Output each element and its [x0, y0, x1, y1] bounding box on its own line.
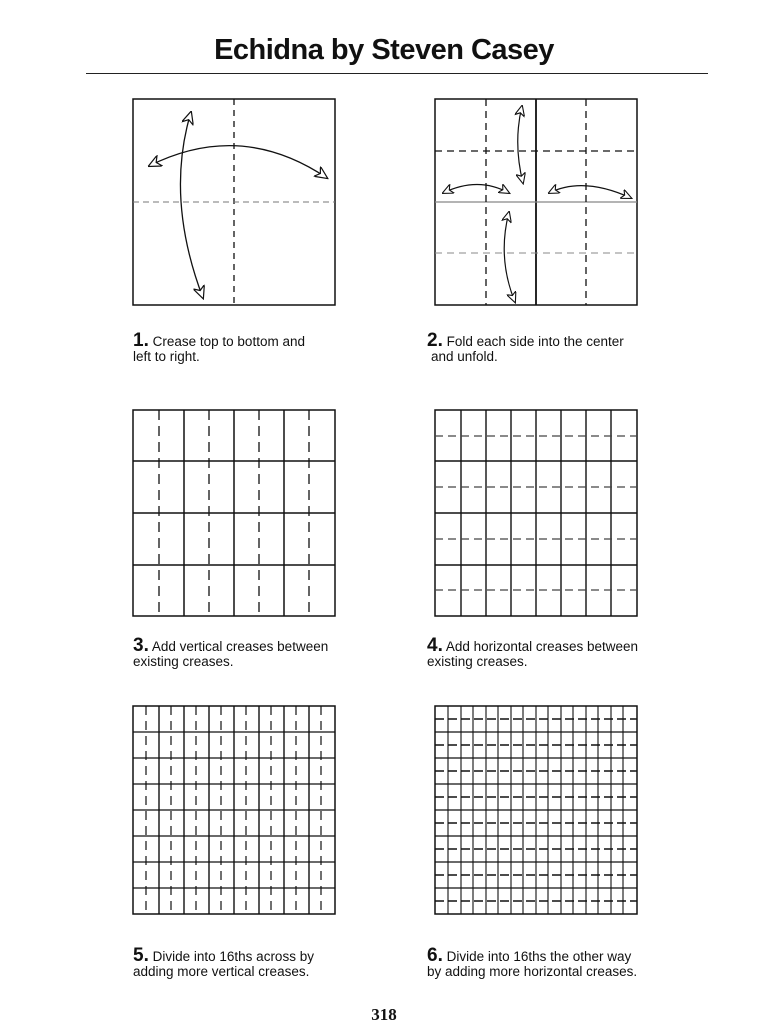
- step-number: 2.: [427, 330, 443, 351]
- step-4-caption: [427, 635, 638, 669]
- step-text-line1: Crease top to bottom and: [152, 334, 305, 349]
- step-text-line1: Divide into 16ths the other way: [446, 949, 632, 964]
- step-6-diagram: [433, 704, 639, 918]
- step-3-diagram: [131, 408, 337, 620]
- step-text-line1: Fold each side into the center: [446, 334, 624, 349]
- step-number: 3.: [133, 635, 149, 656]
- step-4-diagram: [433, 408, 639, 620]
- step-6-caption: [427, 945, 638, 979]
- step-1-diagram: [131, 98, 337, 308]
- step-number: 1.: [133, 330, 149, 351]
- step-2-diagram: [433, 98, 639, 308]
- step-number: 6.: [427, 945, 443, 966]
- page-number: 318: [371, 1005, 397, 1024]
- step-text-line2: existing creases.: [133, 654, 234, 669]
- step-text-line1: Divide into 16ths across by: [152, 949, 314, 964]
- step-text-line2: and unfold.: [431, 349, 498, 364]
- step-number: 4.: [427, 635, 443, 656]
- step-5-caption: [133, 945, 314, 979]
- step-2-caption: [427, 330, 624, 364]
- step-text-line1: Add horizontal creases between: [445, 639, 638, 654]
- step-text-line2: adding more vertical creases.: [133, 964, 310, 979]
- page-title: Echidna by Steven Casey: [214, 34, 554, 66]
- step-5-diagram: [131, 704, 337, 918]
- step-3-caption: [133, 635, 329, 669]
- step-number: 5.: [133, 945, 149, 966]
- step-text-line1: Add vertical creases between: [151, 639, 329, 654]
- step-text-line2: by adding more horizontal creases.: [427, 964, 638, 979]
- step-1-caption: [133, 330, 305, 364]
- title-rule: [86, 73, 708, 74]
- step-text-line2: existing creases.: [427, 654, 528, 669]
- step-text-line2: left to right.: [133, 349, 200, 364]
